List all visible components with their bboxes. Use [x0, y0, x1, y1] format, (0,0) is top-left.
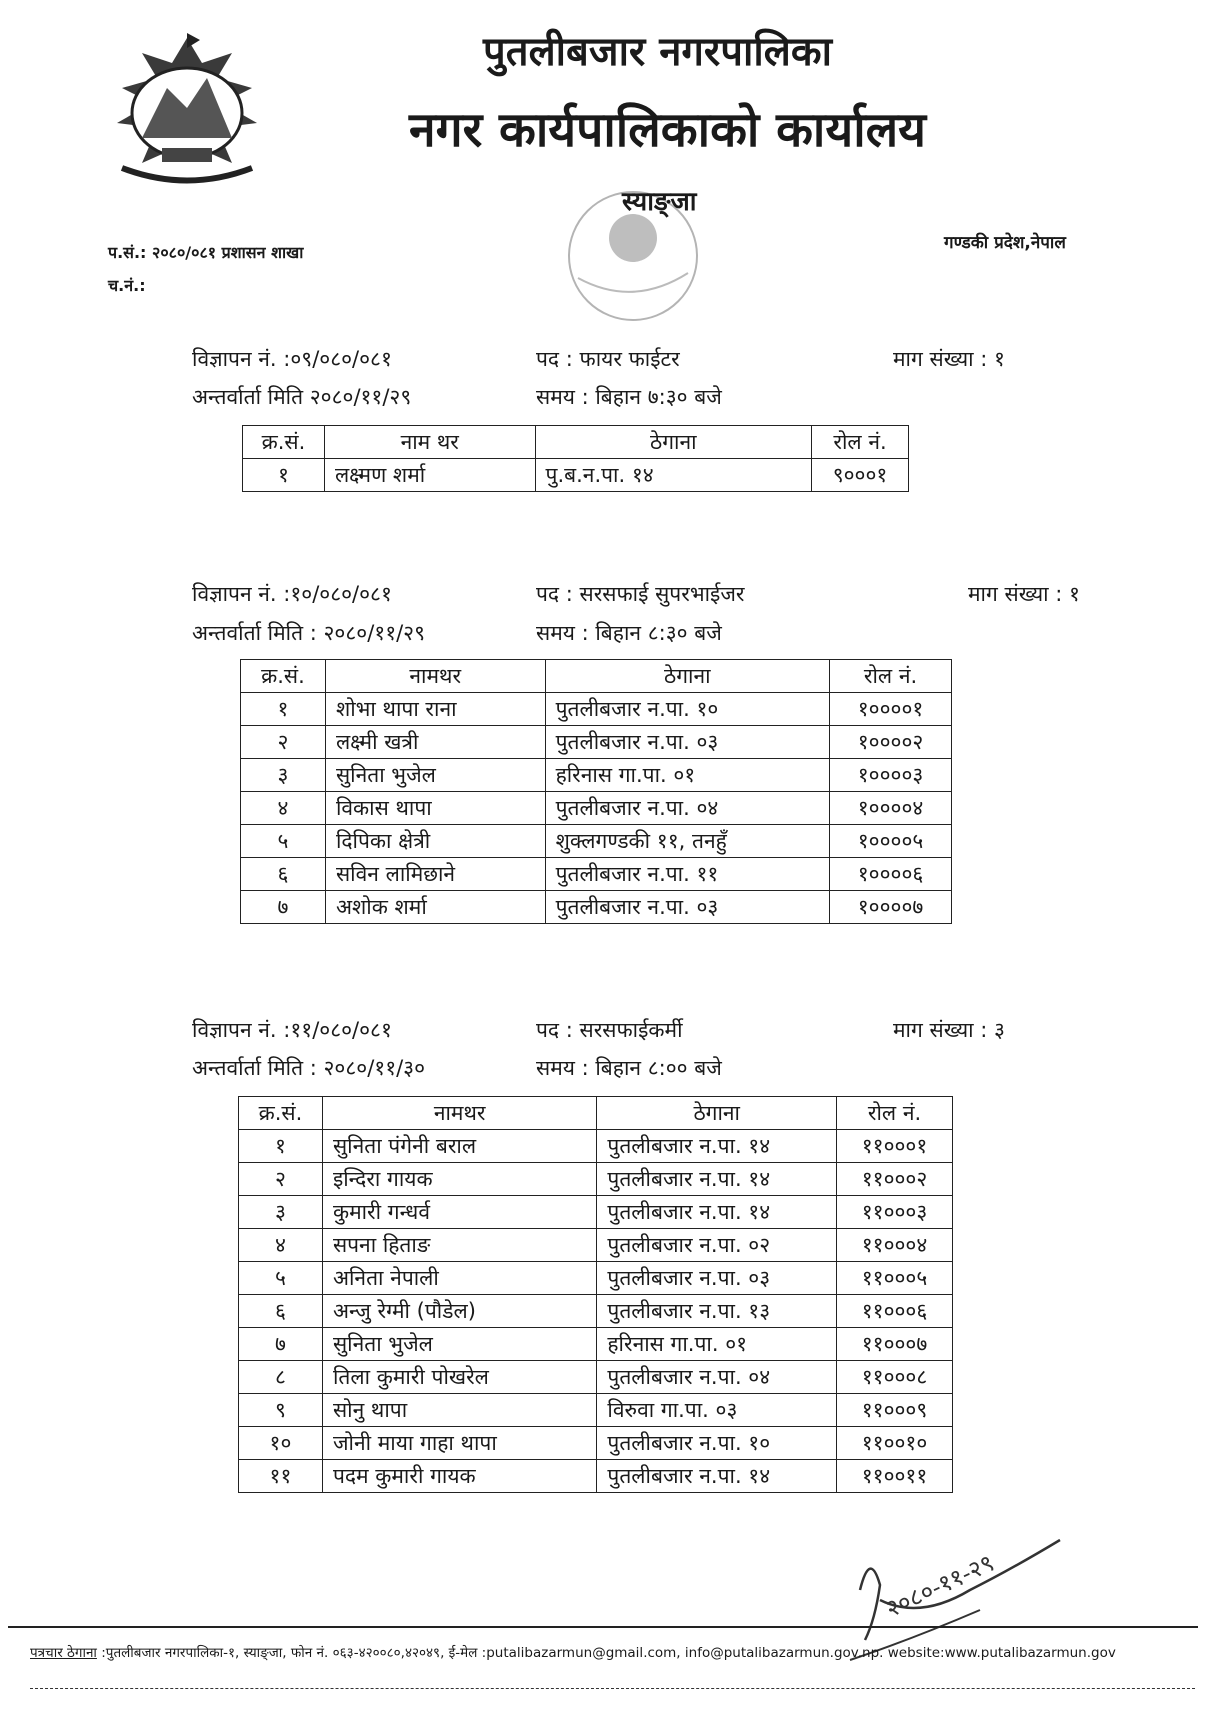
notice-2-post: पद : सरसफाई सुपरभाईजर	[536, 582, 745, 606]
cell-roll: १००००५	[830, 825, 952, 858]
notice-1-ad-number: विज्ञापन नं. :०९/०८०/०८१	[192, 347, 392, 371]
column-serial: क्र.सं.	[239, 1097, 323, 1130]
cell-name: इन्दिरा गायक	[322, 1163, 596, 1196]
table-row	[239, 1394, 953, 1427]
column-roll: रोल नं.	[837, 1097, 953, 1130]
cell-serial: ११	[239, 1460, 323, 1493]
notice-1-table	[242, 425, 909, 492]
cell-serial: ६	[241, 858, 326, 891]
column-address: ठेगाना	[535, 426, 812, 459]
cell-address: पुतलीबजार न.पा. १४	[597, 1460, 837, 1493]
notice-2-rows	[241, 693, 952, 924]
table-row	[239, 1460, 953, 1493]
cell-address: शुक्लगण्डकी ११, तनहुँ	[545, 825, 830, 858]
table-row	[239, 1295, 953, 1328]
cell-name: कुमारी गन्धर्व	[322, 1196, 596, 1229]
notice-3-ad-number: विज्ञापन नं. :११/०८०/०८१	[192, 1018, 392, 1042]
reference-number: प.सं.: २०८०/०८१ प्रशासन शाखा	[108, 243, 304, 262]
notice-3-interview-date: अन्तर्वार्ता मिति : २०८०/११/३०	[192, 1056, 426, 1080]
cell-serial: १०	[239, 1427, 323, 1460]
cell-roll: १००००१	[830, 693, 952, 726]
table-row	[239, 1229, 953, 1262]
notice-2-demand: माग संख्या : १	[968, 582, 1080, 606]
cell-name: सविन लामिछाने	[325, 858, 545, 891]
cell-name: पदम कुमारी गायक	[322, 1460, 596, 1493]
table-row	[239, 1196, 953, 1229]
cell-address: पुतलीबजार न.पा. १४	[597, 1163, 837, 1196]
cell-name: जोनी माया गाहा थापा	[322, 1427, 596, 1460]
cell-serial: ६	[239, 1295, 323, 1328]
province-name: गण्डकी प्रदेश,नेपाल	[944, 233, 1066, 253]
office-name: पुतलीबजार नगरपालिका	[483, 29, 832, 75]
district-name: स्याङ्जा	[622, 187, 697, 217]
cell-roll: ११०००७	[837, 1328, 953, 1361]
table-row	[241, 693, 952, 726]
cell-serial: ४	[239, 1229, 323, 1262]
cell-name: शोभा थापा राना	[325, 693, 545, 726]
cell-roll: ११०००५	[837, 1262, 953, 1295]
footer-dashed-divider	[30, 1688, 1195, 1689]
notice-2-interview-date: अन्तर्वार्ता मिति : २०८०/११/२९	[192, 621, 426, 645]
cell-address: विरुवा गा.पा. ०३	[597, 1394, 837, 1427]
cell-roll: ११०००१	[837, 1130, 953, 1163]
table-row	[239, 1262, 953, 1295]
cell-roll: १००००४	[830, 792, 952, 825]
column-name: नामथर	[325, 660, 545, 693]
column-roll: रोल नं.	[830, 660, 952, 693]
cell-serial: १	[239, 1130, 323, 1163]
table-row	[241, 759, 952, 792]
table-row	[241, 825, 952, 858]
notice-3-rows	[239, 1130, 953, 1493]
cell-roll: ११०००२	[837, 1163, 953, 1196]
cell-address: हरिनास गा.पा. ०१	[545, 759, 830, 792]
cell-serial: २	[239, 1163, 323, 1196]
cell-serial: ४	[241, 792, 326, 825]
cell-name: लक्ष्मी खत्री	[325, 726, 545, 759]
footer-label: पत्रचार ठेगाना	[30, 1645, 97, 1661]
column-serial: क्र.सं.	[243, 426, 325, 459]
notice-1-demand: माग संख्या : १	[893, 347, 1005, 371]
cell-roll: ११००१०	[837, 1427, 953, 1460]
cell-roll: ९०००१	[812, 459, 909, 492]
cell-serial: ५	[241, 825, 326, 858]
footer-contact	[30, 1643, 1116, 1661]
footer-text: :पुतलीबजार नगरपालिका-१, स्याङ्जा, फोन नं. ०६३-४२००८०,४२०४९, ई-मेल :putalibazarmun@gmail.com, info@putalibazarmun.gov.np. website:www.putalibazarmun.gov	[101, 1645, 1116, 1661]
cell-roll: १००००७	[830, 891, 952, 924]
notice-3-demand: माग संख्या : ३	[893, 1018, 1005, 1042]
column-address: ठेगाना	[597, 1097, 837, 1130]
cell-address: हरिनास गा.पा. ०१	[597, 1328, 837, 1361]
cell-name: सोनु थापा	[322, 1394, 596, 1427]
cell-name: तिला कुमारी पोखरेल	[322, 1361, 596, 1394]
cell-serial: ७	[241, 891, 326, 924]
notice-3-table	[238, 1096, 953, 1493]
cell-serial: १	[241, 693, 326, 726]
notice-1-interview-date: अन्तर्वार्ता मिति २०८०/११/२९	[192, 385, 412, 409]
notice-1-post: पद : फायर फाईटर	[536, 347, 680, 371]
table-header-row	[241, 660, 952, 693]
cell-roll: ११०००६	[837, 1295, 953, 1328]
cell-address: पुतलीबजार न.पा. १०	[597, 1427, 837, 1460]
table-row	[239, 1328, 953, 1361]
column-address: ठेगाना	[545, 660, 830, 693]
cell-serial: २	[241, 726, 326, 759]
table-row	[241, 726, 952, 759]
cell-serial: ३	[241, 759, 326, 792]
cell-name: विकास थापा	[325, 792, 545, 825]
footer-divider	[8, 1626, 1198, 1628]
table-row	[241, 792, 952, 825]
column-name: नाम थर	[324, 426, 535, 459]
notice-2-table	[240, 659, 952, 924]
table-row	[239, 1130, 953, 1163]
table-row	[239, 1163, 953, 1196]
cell-roll: ११०००८	[837, 1361, 953, 1394]
table-row	[241, 891, 952, 924]
cell-roll: ११००११	[837, 1460, 953, 1493]
cell-roll: १००००६	[830, 858, 952, 891]
cell-serial: ३	[239, 1196, 323, 1229]
cell-name: सुनिता भुजेल	[325, 759, 545, 792]
notice-3-post: पद : सरसफाईकर्मी	[536, 1018, 683, 1042]
cell-serial: १	[243, 459, 325, 492]
cell-address: पु.ब.न.पा. १४	[535, 459, 812, 492]
signature-date: २०८०-११-२९	[881, 1548, 999, 1624]
cell-serial: ८	[239, 1361, 323, 1394]
cell-serial: ९	[239, 1394, 323, 1427]
column-roll: रोल नं.	[812, 426, 909, 459]
notice-2-ad-number: विज्ञापन नं. :१०/०८०/०८१	[192, 582, 392, 606]
cell-name: सुनिता पंगेनी बराल	[322, 1130, 596, 1163]
column-serial: क्र.सं.	[241, 660, 326, 693]
cell-serial: ५	[239, 1262, 323, 1295]
office-title: नगर कार्यपालिकाको कार्यालय	[408, 102, 927, 158]
cell-address: पुतलीबजार न.पा. ११	[545, 858, 830, 891]
cell-serial: ७	[239, 1328, 323, 1361]
cell-address: पुतलीबजार न.पा. १४	[597, 1130, 837, 1163]
cell-name: लक्ष्मण शर्मा	[324, 459, 535, 492]
cell-address: पुतलीबजार न.पा. ०३	[545, 726, 830, 759]
table-row	[243, 459, 909, 492]
table-row	[241, 858, 952, 891]
cell-address: पुतलीबजार न.पा. ०२	[597, 1229, 837, 1262]
cell-address: पुतलीबजार न.पा. १४	[597, 1196, 837, 1229]
table-header-row	[243, 426, 909, 459]
cell-name: सपना हिताङ	[322, 1229, 596, 1262]
cell-name: अशोक शर्मा	[325, 891, 545, 924]
cell-name: सुनिता भुजेल	[322, 1328, 596, 1361]
dispatch-number: च.नं.:	[108, 276, 146, 295]
table-row	[239, 1361, 953, 1394]
cell-address: पुतलीबजार न.पा. १३	[597, 1295, 837, 1328]
cell-address: पुतलीबजार न.पा. ०३	[597, 1262, 837, 1295]
table-header-row	[239, 1097, 953, 1130]
cell-roll: ११०००३	[837, 1196, 953, 1229]
cell-address: पुतलीबजार न.पा. ०३	[545, 891, 830, 924]
cell-roll: ११०००४	[837, 1229, 953, 1262]
cell-name: दिपिका क्षेत्री	[325, 825, 545, 858]
cell-roll: १००००२	[830, 726, 952, 759]
notice-2-time: समय : बिहान ८:३० बजे	[536, 621, 722, 645]
column-name: नामथर	[322, 1097, 596, 1130]
cell-name: अनिता नेपाली	[322, 1262, 596, 1295]
notice-3-time: समय : बिहान ८:०० बजे	[536, 1056, 722, 1080]
cell-roll: १००००३	[830, 759, 952, 792]
notice-1-time: समय : बिहान ७:३० बजे	[536, 385, 722, 409]
cell-address: पुतलीबजार न.पा. ०४	[545, 792, 830, 825]
cell-address: पुतलीबजार न.पा. ०४	[597, 1361, 837, 1394]
cell-address: पुतलीबजार न.पा. १०	[545, 693, 830, 726]
table-row	[239, 1427, 953, 1460]
cell-roll: ११०००९	[837, 1394, 953, 1427]
cell-name: अन्जु रेग्मी (पौडेल)	[322, 1295, 596, 1328]
